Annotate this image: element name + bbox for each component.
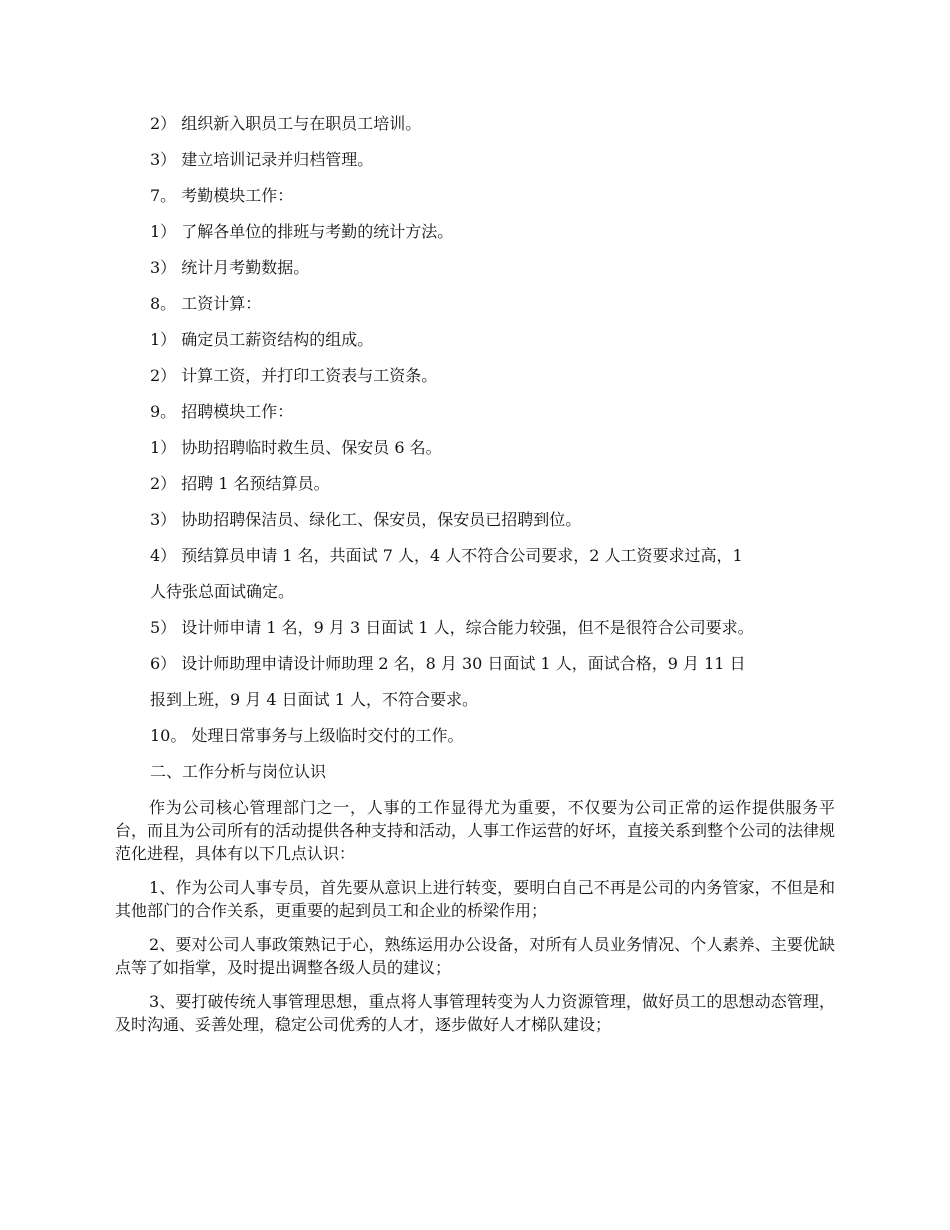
point-1-paragraph: 1、作为公司人事专员，首先要从意识上进行转变，要明白自己不再是公司的内务管家，不但是和其他部门的合作关系，更重要的起到员工和企业的桥梁作用； — [115, 878, 835, 920]
recruiting-item-6-continued: 报到上班，9 月 4 日面试 1 人，不符合要求。 — [150, 690, 478, 709]
point-2-paragraph: 2、要对公司人事政策熟记于心，熟练运用办公设备，对所有人员业务情况、个人素养、主要优缺点等了如指掌，及时提出调整各级人员的建议； — [115, 935, 835, 977]
payroll-item-2: 2） 计算工资，并打印工资表与工资条。 — [150, 366, 438, 385]
recruiting-item-4-continued: 人待张总面试确定。 — [150, 582, 295, 601]
recruiting-item-1: 1） 协助招聘临时救生员、保安员 6 名。 — [150, 438, 442, 457]
point-3-paragraph: 3、要打破传统人事管理思想，重点将人事管理转变为人力资源管理，做好员工的思想动态管理，及时沟通、妥善处理，稳定公司优秀的人才，逐步做好人才梯队建设； — [115, 992, 835, 1034]
attendance-item-3: 3） 统计月考勤数据。 — [150, 258, 310, 277]
recruiting-item-2: 2） 招聘 1 名预结算员。 — [150, 474, 330, 493]
recruiting-item-5: 5） 设计师申请 1 名，9 月 3 日面试 1 人，综合能力较强，但不是很符合公司要求。 — [150, 618, 754, 637]
payroll-item-1: 1） 确定员工薪资结构的组成。 — [150, 330, 374, 349]
section-heading-analysis: 二、工作分析与岗位认识 — [150, 762, 327, 781]
attendance-item-1: 1） 了解各单位的排班与考勤的统计方法。 — [150, 222, 454, 241]
payroll-heading: 8。 工资计算： — [150, 294, 262, 313]
training-item-3: 3） 建立培训记录并归档管理。 — [150, 150, 374, 169]
recruiting-item-4: 4） 预结算员申请 1 名，共面试 7 人，4 人不符合公司要求，2 人工资要求过高，1 — [150, 546, 743, 565]
recruiting-item-3: 3） 协助招聘保洁员、绿化工、保安员，保安员已招聘到位。 — [150, 510, 582, 529]
training-item-2: 2） 组织新入职员工与在职员工培训。 — [150, 114, 422, 133]
intro-paragraph: 作为公司核心管理部门之一，人事的工作显得尤为重要，不仅要为公司正常的运作提供服务平台，而且为公司所有的活动提供各种支持和活动，人事工作运营的好坏，直接关系到整个公司的法律规范化进程，具体有以下几点认识： — [115, 798, 836, 863]
daily-affairs-item: 10。 处理日常事务与上级临时交付的工作。 — [150, 726, 464, 745]
attendance-heading: 7。 考勤模块工作： — [150, 186, 294, 205]
recruiting-item-6: 6） 设计师助理申请设计师助理 2 名，8 月 30 日面试 1 人，面试合格，9 月 11 日 — [150, 654, 746, 673]
recruiting-heading: 9。 招聘模块工作： — [150, 402, 294, 421]
